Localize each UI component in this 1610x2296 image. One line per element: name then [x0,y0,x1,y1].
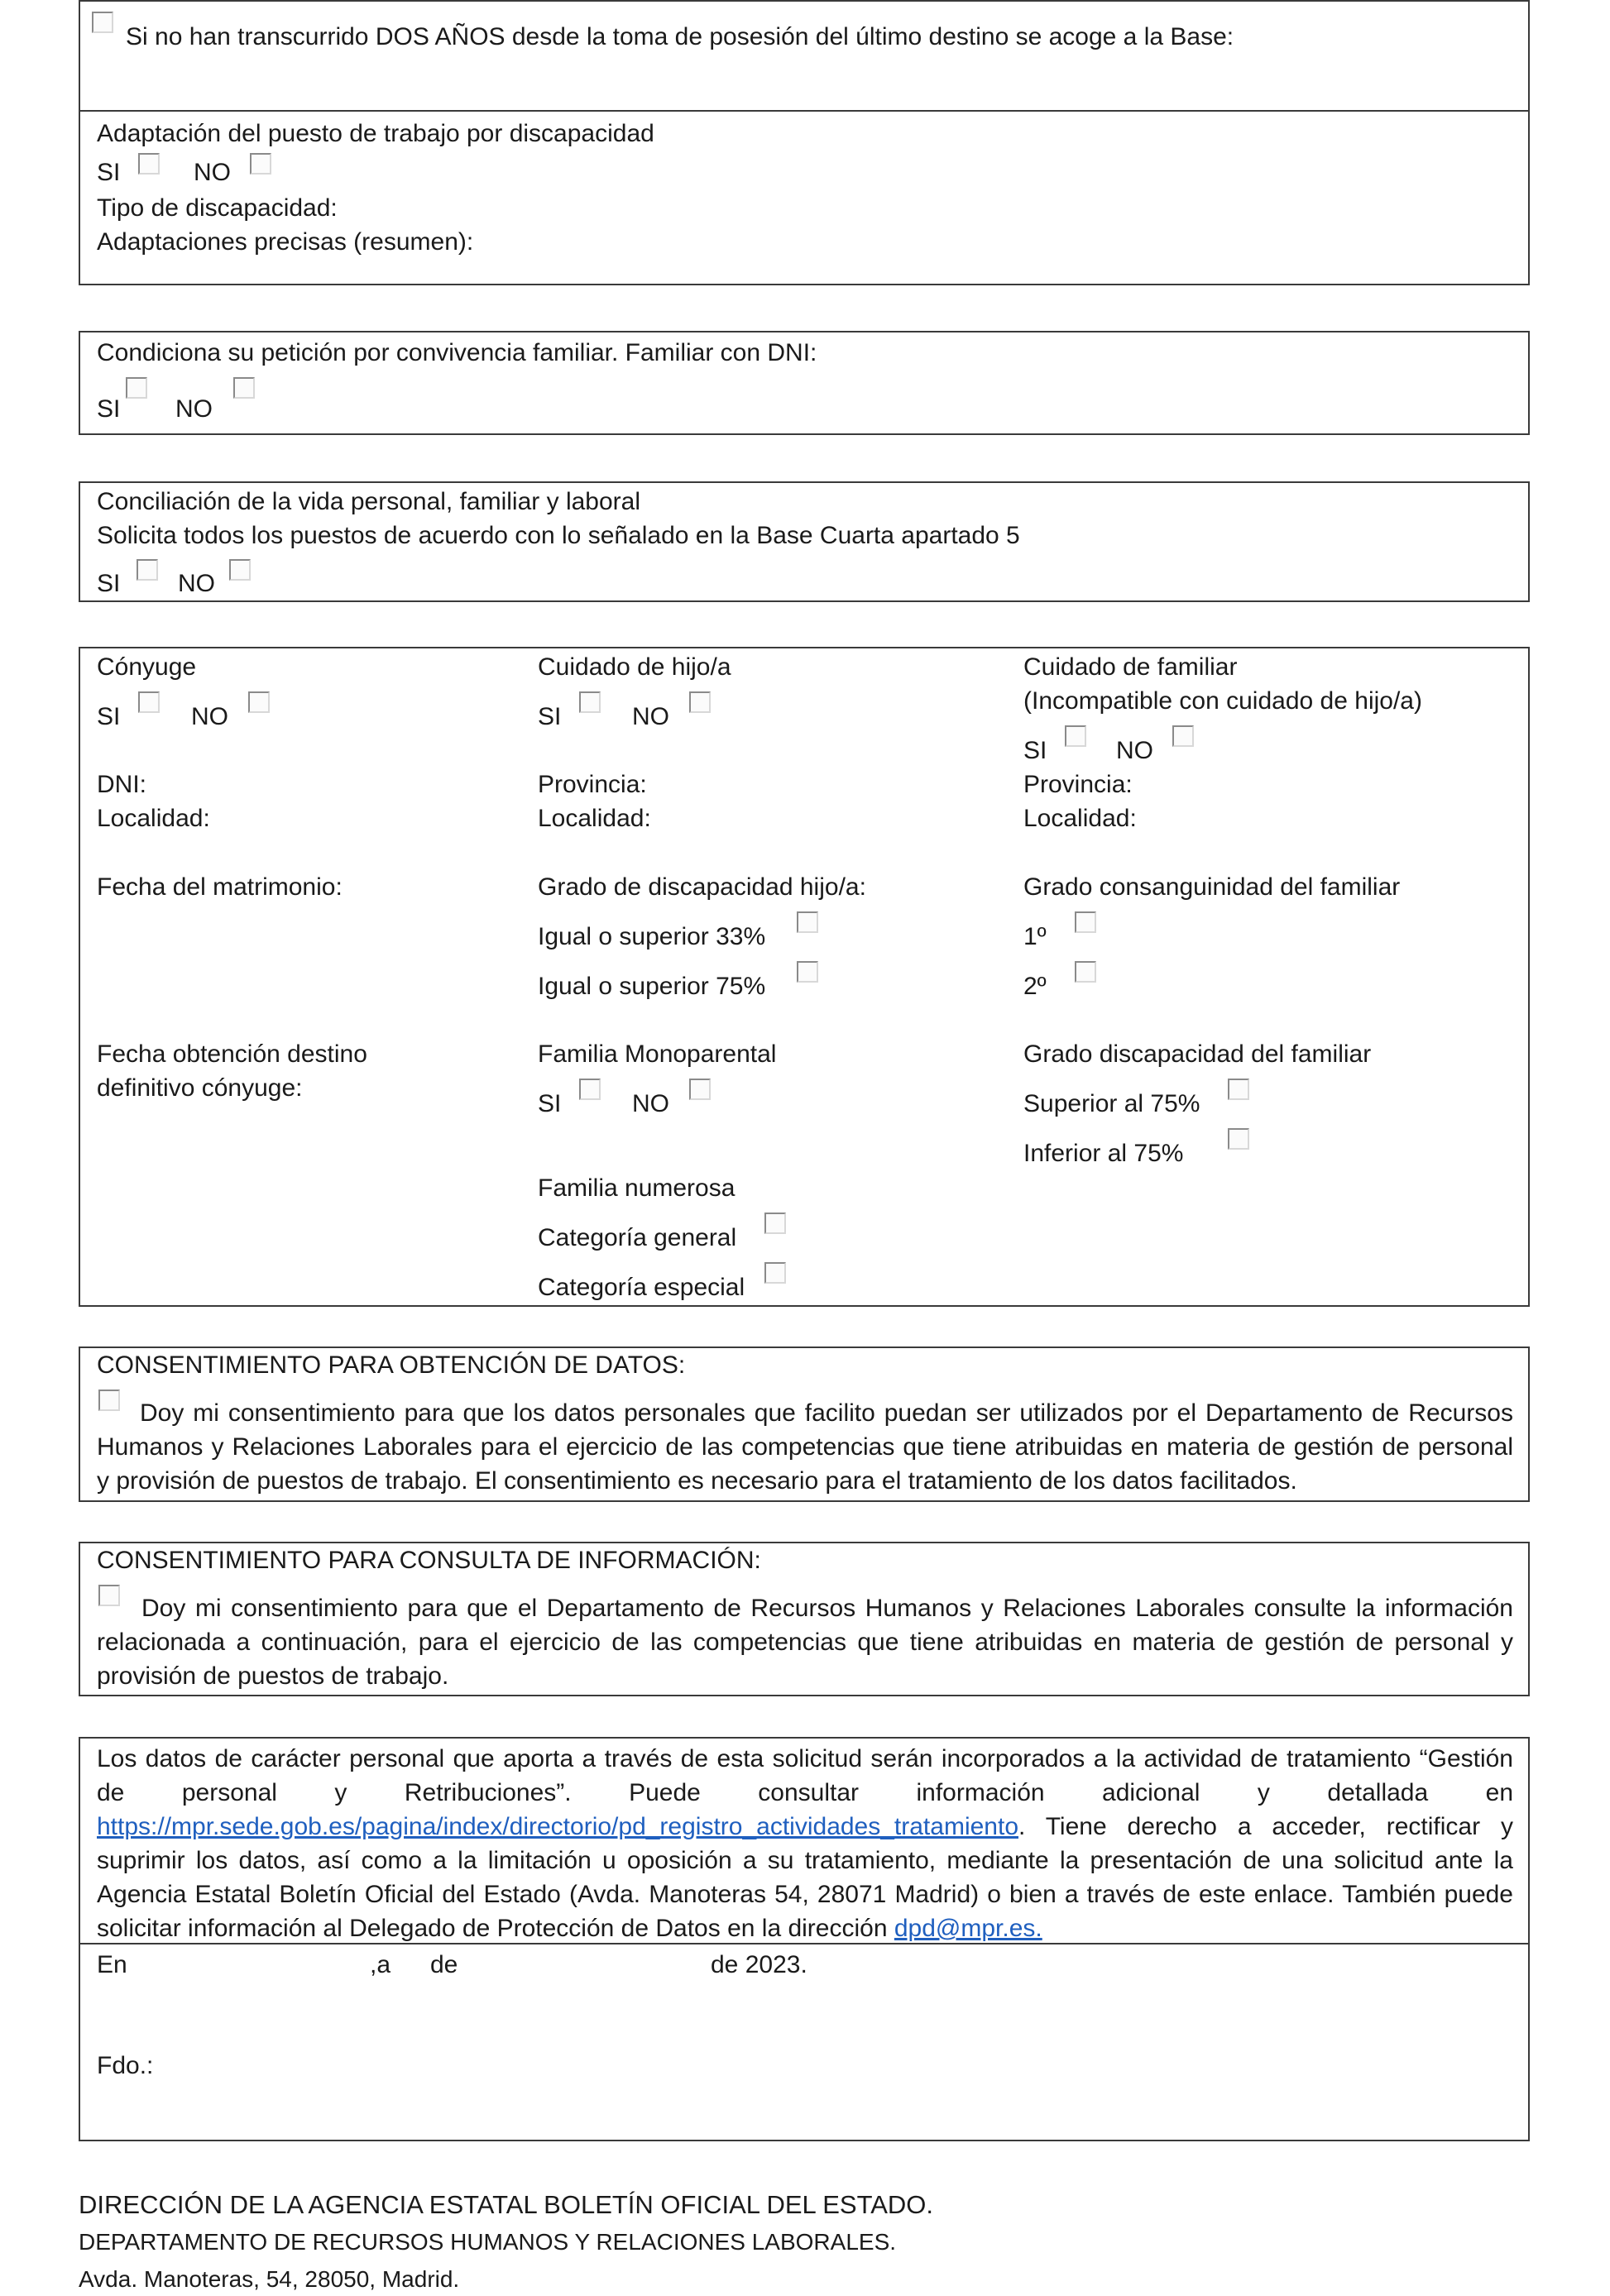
grado-discapacidad-hijo-label: Grado de discapacidad hijo/a: [538,873,866,901]
adaptacion-si-label: SI [97,159,121,186]
footer-direccion: DIRECCIÓN DE LA AGENCIA ESTATAL BOLETÍN OFICIAL DEL ESTADO. [79,2190,934,2219]
tipo-discapacidad-label: Tipo de discapacidad: [97,194,338,222]
datos-line-4: suprimir los datos, así como a la limitación u oposición a su tratamiento, mediante la presentación de una solicitud ante la [97,1847,1513,1874]
conciliacion-no-label: NO [178,570,215,597]
familia-numerosa-label: Familia numerosa [538,1174,736,1202]
consulta-line-1: Doy mi consentimiento para que el Departamento de Recursos Humanos y Relaciones Laborales consulte la información [141,1595,1513,1622]
datos-line-3 [97,1810,1513,1844]
checkbox-adaptacion-si[interactable] [138,153,160,175]
datos-line-1: Los datos de carácter personal que aporta a través de esta solicitud serán incorporados a la actividad de tratamiento “Gestión [97,1745,1513,1772]
fecha-year-label: de 2023. [711,1951,807,1978]
fecha-a-label: ,a [370,1951,391,1978]
datos-line-6 [97,1911,1513,1945]
checkbox-hijo-no[interactable] [689,691,711,713]
checkbox-conciliacion-si[interactable] [137,559,158,581]
consentimiento-obtencion-text [97,1396,1513,1498]
categoria-especial-label: Categoría especial [538,1274,745,1301]
datos-line-3-text: . Tiene derecho a acceder, rectificar y [1018,1813,1513,1840]
conyuge-dni-label: DNI: [97,771,146,798]
checkbox-igual-superior-33[interactable] [797,911,818,933]
conyuge-no-label: NO [191,703,228,730]
section-convivencia [79,331,1530,435]
section-firma [79,1943,1530,2141]
checkbox-conciliacion-no[interactable] [229,559,251,581]
fecha-de-label: de [430,1951,458,1978]
cuidado-familiar-subtitle: (Incompatible con cuidado de hijo/a) [1023,687,1422,715]
obtencion-line-3: y provisión de puestos de trabajo. El consentimiento es necesario para el tratamiento de los datos facilitados. [97,1467,1297,1495]
footer-departamento: DEPARTAMENTO DE RECURSOS HUMANOS Y RELACIONES LABORALES. [79,2229,897,2255]
datos-line-5: Agencia Estatal Boletín Oficial del Estado (Avda. Manoteras 54, 28071 Madrid) o bien a través de este enlace. También puede [97,1881,1513,1908]
categoria-general-label: Categoría general [538,1224,737,1251]
consanguinidad-2-label: 2º [1023,973,1047,1000]
igual-superior-75-label: Igual o superior 75% [538,973,766,1000]
adaptacion-title: Adaptación del puesto de trabajo por discapacidad [97,120,654,147]
inferior-75-label: Inferior al 75% [1023,1140,1184,1167]
checkbox-consanguinidad-2[interactable] [1075,961,1096,983]
conyuge-localidad-label: Localidad: [97,805,210,832]
checkbox-categoria-general[interactable] [764,1213,786,1234]
monoparental-si-label: SI [538,1090,562,1117]
base-dos-anos-label: Si no han transcurrido DOS AÑOS desde la toma de posesión del último destino se acoge a la Base: [126,23,1234,50]
fecha-destino-label-1: Fecha obtención destino [97,1040,367,1068]
checkbox-categoria-especial[interactable] [764,1262,786,1284]
lugar-en-label: En [97,1951,127,1978]
section-base-dos-anos [79,0,1530,112]
checkbox-monoparental-si[interactable] [579,1079,601,1100]
familia-monoparental-label: Familia Monoparental [538,1040,777,1068]
consulta-line-3: provisión de puestos de trabajo. [97,1662,449,1690]
checkbox-conyuge-no[interactable] [248,691,270,713]
checkbox-igual-superior-75[interactable] [797,961,818,983]
checkbox-base-dos-anos[interactable] [92,12,113,33]
checkbox-familiar-si[interactable] [1065,725,1086,747]
grado-consanguinidad-label: Grado consanguinidad del familiar [1023,873,1401,901]
monoparental-no-label: NO [632,1090,669,1117]
conyuge-title: Cónyuge [97,653,197,681]
section-proteccion-datos [79,1737,1530,1944]
dpd-email-link[interactable]: dpd@mpr.es. [894,1915,1042,1942]
checkbox-superior-75[interactable] [1228,1079,1249,1100]
familiar-localidad-label: Localidad: [1023,805,1137,832]
section-conciliacion [79,481,1530,602]
obtencion-line-2: Humanos y Relaciones Laborales para el ejercicio de las competencias que tiene atribuidas en materia de gestión de personal [97,1433,1513,1461]
consentimiento-obtencion-title: CONSENTIMIENTO PARA OBTENCIÓN DE DATOS: [97,1351,686,1379]
consulta-line-2: relacionada a continuación, para el ejercicio de las competencias que tiene atribuidas en materia de gestión de personal y [97,1629,1513,1656]
consanguinidad-1-label: 1º [1023,923,1047,950]
footer-address: Avda. Manoteras, 54, 28050, Madrid. [79,2266,460,2292]
checkbox-consanguinidad-1[interactable] [1075,911,1096,933]
section-consentimiento-obtencion [79,1347,1530,1502]
superior-75-label: Superior al 75% [1023,1090,1200,1117]
datos-line-6-text: solicitar información al Delegado de Protección de Datos en la dirección [97,1915,888,1942]
convivencia-no-label: NO [175,395,213,423]
hijo-si-label: SI [538,703,562,730]
grado-discapacidad-familiar-label: Grado discapacidad del familiar [1023,1040,1372,1068]
datos-line-2: de personal y Retribuciones”. Puede consultar información adicional y detallada en [97,1779,1513,1806]
consentimiento-consulta-title: CONSENTIMIENTO PARA CONSULTA DE INFORMACIÓN: [97,1547,761,1574]
checkbox-conyuge-si[interactable] [138,691,160,713]
convivencia-si-label: SI [97,395,121,423]
adaptaciones-label: Adaptaciones precisas (resumen): [97,228,474,256]
cuidado-hijo-title: Cuidado de hijo/a [538,653,731,681]
fecha-destino-label-2: definitivo cónyuge: [97,1074,303,1102]
checkbox-adaptacion-no[interactable] [250,153,271,175]
consentimiento-consulta-text [97,1591,1513,1693]
convivencia-title: Condiciona su petición por convivencia familiar. Familiar con DNI: [97,339,817,366]
checkbox-hijo-si[interactable] [579,691,601,713]
obtencion-line-1: Doy mi consentimiento para que los datos personales que facilito puedan ser utilizados por el Departamento de Recursos [140,1399,1513,1427]
checkbox-convivencia-no[interactable] [233,377,255,399]
registro-actividades-link[interactable]: https://mpr.sede.gob.es/pagina/index/directorio/pd_registro_actividades_tratamiento [97,1813,1018,1840]
section-familiares [79,647,1530,1307]
checkbox-convivencia-si[interactable] [126,377,147,399]
hijo-provincia-label: Provincia: [538,771,647,798]
checkbox-inferior-75[interactable] [1228,1128,1249,1150]
familiar-no-label: NO [1116,737,1153,764]
firma-label: Fdo.: [97,2052,154,2079]
hijo-no-label: NO [632,703,669,730]
familiar-provincia-label: Provincia: [1023,771,1133,798]
conciliacion-line1: Conciliación de la vida personal, familiar y laboral [97,488,640,515]
conciliacion-si-label: SI [97,570,121,597]
hijo-localidad-label: Localidad: [538,805,651,832]
conciliacion-line2: Solicita todos los puestos de acuerdo con lo señalado en la Base Cuarta apartado 5 [97,522,1020,549]
checkbox-monoparental-no[interactable] [689,1079,711,1100]
conyuge-si-label: SI [97,703,121,730]
proteccion-datos-text [97,1742,1513,1945]
section-consentimiento-consulta [79,1542,1530,1696]
checkbox-familiar-no[interactable] [1172,725,1194,747]
igual-superior-33-label: Igual o superior 33% [538,923,766,950]
cuidado-familiar-title: Cuidado de familiar [1023,653,1238,681]
familiar-si-label: SI [1023,737,1047,764]
fecha-matrimonio-label: Fecha del matrimonio: [97,873,343,901]
section-adaptacion [79,110,1530,285]
adaptacion-no-label: NO [194,159,231,186]
